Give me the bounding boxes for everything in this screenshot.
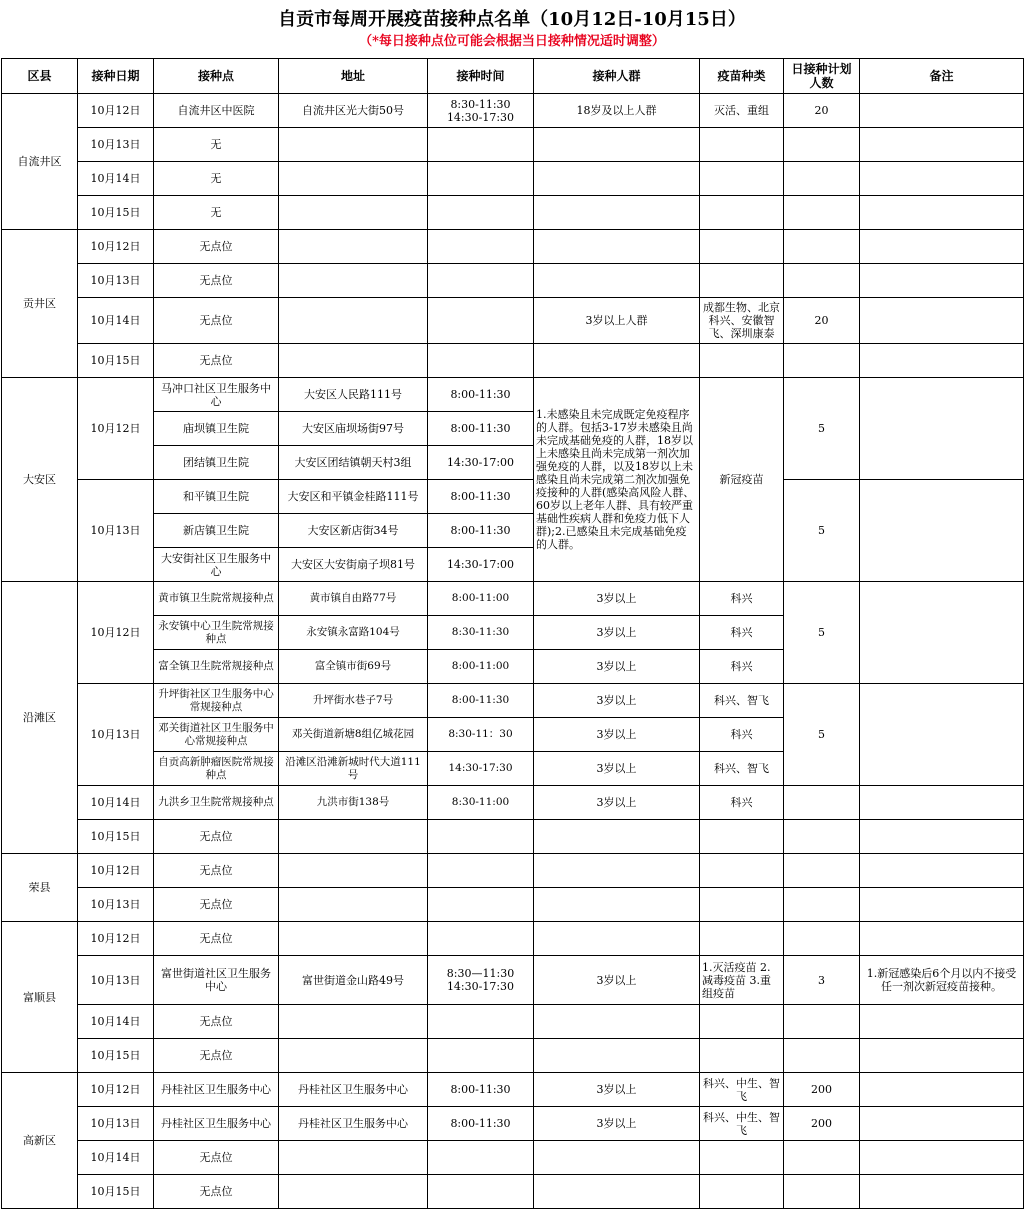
date-cell: 10月13日 [78, 264, 154, 298]
date-cell: 10月13日 [78, 128, 154, 162]
date-cell: 10月13日 [78, 956, 154, 1005]
table-row [2, 128, 1024, 162]
date-cell: 10月15日 [78, 196, 154, 230]
date-cell: 10月13日 [78, 1107, 154, 1141]
address-cell: 大安区庙坝场街97号 [279, 412, 428, 446]
date-cell: 10月14日 [78, 298, 154, 344]
date-cell: 10月14日 [78, 162, 154, 196]
district-cell: 荣县 [2, 854, 78, 922]
group-cell: 3岁以上 [534, 684, 700, 718]
time-cell: 14:30-17:00 [428, 548, 534, 582]
vaccine-cell: 科兴、智飞 [700, 684, 784, 718]
count-cell: 5 [784, 582, 860, 684]
date-cell: 10月13日 [78, 888, 154, 922]
table-row [2, 230, 1024, 264]
table-row [2, 1039, 1024, 1073]
group-cell: 1.未感染且未完成既定免疫程序的人群。包括3-17岁未感染且尚未完成基础免疫的人群，18岁以上未感染且尚未完成第一剂次加强免疫的人群，以及18岁以上未感染且尚未完成第二剂次加强免疫接种的人群(感染高风险人群、60岁以上老年人群、具有较严重基础性疾病人群和免疫力低下人群);2.已感染且未完成基础免疫的人群。 [534, 378, 700, 582]
address-cell: 丹桂社区卫生服务中心 [279, 1107, 428, 1141]
group-cell: 3岁以上人群 [534, 298, 700, 344]
site-cell: 无点位 [154, 1039, 279, 1073]
note-cell: 1.新冠感染后6个月以内不接受任一剂次新冠疫苗接种。 [860, 956, 1024, 1005]
count-cell: 20 [784, 94, 860, 128]
count-cell: 3 [784, 956, 860, 1005]
address-cell: 富全镇市街69号 [279, 650, 428, 684]
group-cell: 3岁以上 [534, 718, 700, 752]
district-cell: 大安区 [2, 378, 78, 582]
address-cell: 升坪街水巷子7号 [279, 684, 428, 718]
table-row [2, 162, 1024, 196]
table-row [2, 480, 1024, 514]
note-cell [860, 684, 1024, 786]
vaccine-cell: 科兴 [700, 786, 784, 820]
table-row [2, 922, 1024, 956]
vaccine-cell: 科兴、中生、智飞 [700, 1107, 784, 1141]
date-cell: 10月12日 [78, 854, 154, 888]
site-cell: 无点位 [154, 1175, 279, 1209]
count-cell: 200 [784, 1073, 860, 1107]
date-cell: 10月12日 [78, 1073, 154, 1107]
site-cell: 大安街社区卫生服务中心 [154, 548, 279, 582]
time-cell: 8:30-11:30 [428, 616, 534, 650]
group-cell: 3岁以上 [534, 1073, 700, 1107]
time-cell: 8:00-11:30 [428, 684, 534, 718]
date-cell: 10月13日 [78, 480, 154, 582]
site-cell: 马冲口社区卫生服务中心 [154, 378, 279, 412]
site-cell: 九洪乡卫生院常规接种点 [154, 786, 279, 820]
site-cell: 丹桂社区卫生服务中心 [154, 1107, 279, 1141]
table-row [2, 1141, 1024, 1175]
note-cell [860, 480, 1024, 582]
site-cell: 无点位 [154, 344, 279, 378]
table-row [2, 820, 1024, 854]
table-row [2, 298, 1024, 344]
vaccine-cell: 科兴 [700, 650, 784, 684]
page-title: 自贡市每周开展疫苗接种点名单（10月12日-10月15日） [278, 9, 746, 30]
site-cell: 无 [154, 128, 279, 162]
time-cell: 8:00-11:00 [428, 582, 534, 616]
header-site: 接种点 [154, 59, 279, 94]
table-row [2, 264, 1024, 298]
table-row [2, 94, 1024, 128]
table-row [2, 1175, 1024, 1209]
header-note: 备注 [860, 59, 1024, 94]
date-cell: 10月12日 [78, 94, 154, 128]
address-cell: 九洪市街138号 [279, 786, 428, 820]
time-cell: 8:30-11:30 14:30-17:30 [428, 94, 534, 128]
site-cell: 无点位 [154, 854, 279, 888]
date-cell: 10月12日 [78, 922, 154, 956]
address-cell: 富世街道金山路49号 [279, 956, 428, 1005]
date-cell: 10月12日 [78, 582, 154, 684]
date-cell: 10月12日 [78, 378, 154, 480]
vaccine-cell: 新冠疫苗 [700, 378, 784, 582]
address-cell: 自流井区光大街50号 [279, 94, 428, 128]
time-cell: 8:00-11:30 [428, 378, 534, 412]
time-cell: 8:30—11:30 14:30-17:30 [428, 956, 534, 1005]
time-cell: 8:30-11:00 [428, 786, 534, 820]
header-time: 接种时间 [428, 59, 534, 94]
site-cell: 无点位 [154, 888, 279, 922]
time-cell: 14:30-17:00 [428, 446, 534, 480]
address-cell: 沿滩区沿滩新城时代大道111号 [279, 752, 428, 786]
site-cell: 无点位 [154, 298, 279, 344]
site-cell: 无点位 [154, 922, 279, 956]
site-cell: 自流井区中医院 [154, 94, 279, 128]
site-cell: 无点位 [154, 264, 279, 298]
date-cell: 10月15日 [78, 1175, 154, 1209]
page-subtitle: （*每日接种点位可能会根据当日接种情况适时调整） [359, 34, 665, 49]
time-cell: 8:00-11:30 [428, 480, 534, 514]
table-row [2, 1073, 1024, 1107]
site-cell: 黄市镇卫生院常规接种点 [154, 582, 279, 616]
count-cell: 5 [784, 684, 860, 786]
district-cell: 高新区 [2, 1073, 78, 1209]
date-cell: 10月13日 [78, 684, 154, 786]
table-row [2, 378, 1024, 412]
group-cell: 3岁以上 [534, 1107, 700, 1141]
address-cell: 大安区新店街34号 [279, 514, 428, 548]
time-cell: 8:00-11:30 [428, 412, 534, 446]
header-row [2, 59, 1024, 94]
table-row [2, 344, 1024, 378]
header-group: 接种人群 [534, 59, 700, 94]
count-cell: 20 [784, 298, 860, 344]
address-cell: 黄市镇自由路77号 [279, 582, 428, 616]
district-cell: 富顺县 [2, 922, 78, 1073]
site-cell: 无 [154, 196, 279, 230]
date-cell: 10月15日 [78, 344, 154, 378]
table-row [2, 1005, 1024, 1039]
header-address: 地址 [279, 59, 428, 94]
time-cell: 14:30-17:30 [428, 752, 534, 786]
date-cell: 10月14日 [78, 1141, 154, 1175]
site-cell: 丹桂社区卫生服务中心 [154, 1073, 279, 1107]
site-cell: 无 [154, 162, 279, 196]
header-count: 日接种计划人数 [784, 59, 860, 94]
count-cell: 200 [784, 1107, 860, 1141]
address-cell: 大安区大安街扇子坝81号 [279, 548, 428, 582]
site-cell: 新店镇卫生院 [154, 514, 279, 548]
vaccine-cell: 成都生物、北京科兴、安徽智飞、深圳康泰 [700, 298, 784, 344]
vaccine-cell: 科兴 [700, 718, 784, 752]
district-cell: 自流井区 [2, 94, 78, 230]
address-cell: 大安区人民路111号 [279, 378, 428, 412]
date-cell: 10月12日 [78, 230, 154, 264]
group-cell: 3岁以上 [534, 956, 700, 1005]
site-cell: 庙坝镇卫生院 [154, 412, 279, 446]
table-row [2, 196, 1024, 230]
table-row [2, 582, 1024, 616]
table-row [2, 956, 1024, 1005]
district-cell: 沿滩区 [2, 582, 78, 854]
site-cell: 团结镇卫生院 [154, 446, 279, 480]
address-cell: 永安镇永富路104号 [279, 616, 428, 650]
header-date: 接种日期 [78, 59, 154, 94]
table-row [2, 684, 1024, 718]
address-cell: 丹桂社区卫生服务中心 [279, 1073, 428, 1107]
vaccine-cell: 科兴 [700, 582, 784, 616]
group-cell: 3岁以上 [534, 752, 700, 786]
vaccine-cell: 1.灭活疫苗 2.减毒疫苗 3.重组疫苗 [700, 956, 784, 1005]
group-cell: 3岁以上 [534, 616, 700, 650]
address-cell: 邓关街道新塘8组亿城花园 [279, 718, 428, 752]
vaccine-cell: 科兴、智飞 [700, 752, 784, 786]
vaccine-cell: 灭活、重组 [700, 94, 784, 128]
date-cell: 10月14日 [78, 786, 154, 820]
site-cell: 无点位 [154, 1005, 279, 1039]
group-cell: 18岁及以上人群 [534, 94, 700, 128]
site-cell: 升坪街社区卫生服务中心常规接种点 [154, 684, 279, 718]
note-cell [860, 378, 1024, 480]
site-cell: 无点位 [154, 1141, 279, 1175]
site-cell: 富全镇卫生院常规接种点 [154, 650, 279, 684]
count-cell: 5 [784, 480, 860, 582]
group-cell: 3岁以上 [534, 582, 700, 616]
site-cell: 富世街道社区卫生服务中心 [154, 956, 279, 1005]
table-row [2, 786, 1024, 820]
site-cell: 自贡高新肿瘤医院常规接种点 [154, 752, 279, 786]
time-cell: 8:00-11:30 [428, 1107, 534, 1141]
group-cell: 3岁以上 [534, 650, 700, 684]
count-cell: 5 [784, 378, 860, 480]
site-cell: 无点位 [154, 230, 279, 264]
note-cell [860, 582, 1024, 684]
address-cell: 大安区团结镇朝天村3组 [279, 446, 428, 480]
table-row [2, 854, 1024, 888]
table-row [2, 888, 1024, 922]
time-cell: 8:30-11：30 [428, 718, 534, 752]
site-cell: 无点位 [154, 820, 279, 854]
table-row [2, 1107, 1024, 1141]
group-cell: 3岁以上 [534, 786, 700, 820]
header-district: 区县 [2, 59, 78, 94]
vaccine-cell: 科兴、中生、智飞 [700, 1073, 784, 1107]
time-cell: 8:00-11:30 [428, 1073, 534, 1107]
date-cell: 10月14日 [78, 1005, 154, 1039]
site-cell: 和平镇卫生院 [154, 480, 279, 514]
site-cell: 邓关街道社区卫生服务中心常规接种点 [154, 718, 279, 752]
vaccine-cell: 科兴 [700, 616, 784, 650]
time-cell: 8:00-11:00 [428, 650, 534, 684]
vaccination-sites-table [1, 58, 1024, 1209]
time-cell: 8:00-11:30 [428, 514, 534, 548]
site-cell: 永安镇中心卫生院常规接种点 [154, 616, 279, 650]
note-cell [860, 94, 1024, 128]
address-cell: 大安区和平镇金桂路111号 [279, 480, 428, 514]
date-cell: 10月15日 [78, 1039, 154, 1073]
date-cell: 10月15日 [78, 820, 154, 854]
district-cell: 贡井区 [2, 230, 78, 378]
header-vaccine: 疫苗种类 [700, 59, 784, 94]
